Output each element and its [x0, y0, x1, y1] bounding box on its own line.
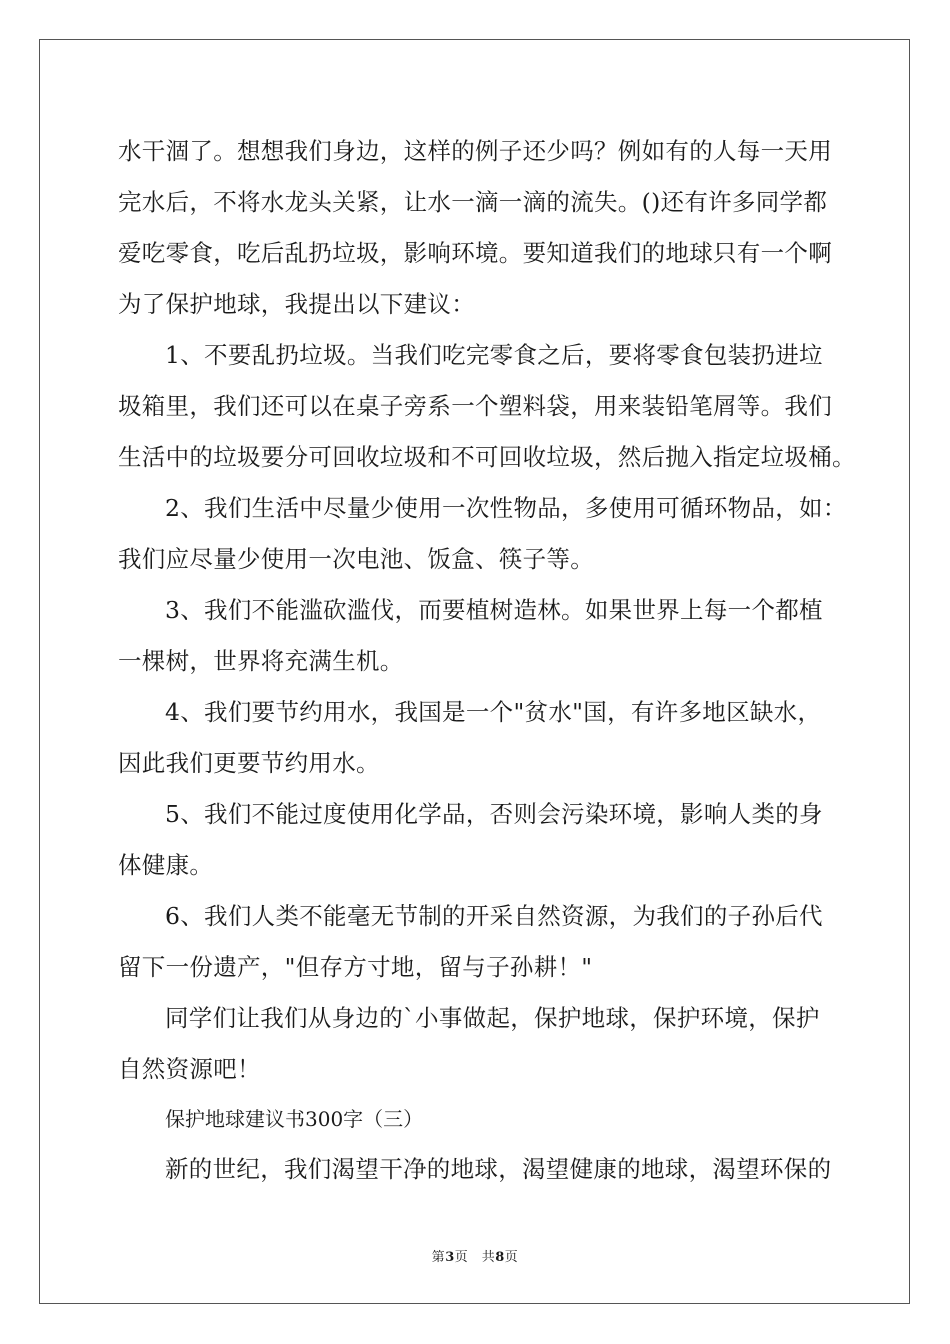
text-line: 6、我们人类不能毫无节制的开采自然资源，为我们的子孙后代: [165, 902, 823, 930]
page-footer: [0, 1246, 950, 1265]
text-line: 生活中的垃圾要分可回收垃圾和不可回收垃圾，然后抛入指定垃圾桶。: [118, 443, 856, 471]
text-line: 5、我们不能过度使用化学品，否则会污染环境，影响人类的身: [165, 800, 823, 828]
text-line: 为了保护地球，我提出以下建议：: [118, 290, 475, 318]
text-line: 体健康。: [118, 851, 214, 879]
section-heading: 保护地球建议书300字（三）: [165, 1107, 424, 1131]
text-line: 4、我们要节约用水，我国是一个"贫水"国，有许多地区缺水，: [165, 698, 822, 726]
text-line: 一棵树，世界将充满生机。: [118, 647, 404, 675]
footer-suffix: 页: [504, 1250, 519, 1265]
text-line: 因此我们更要节约用水。: [118, 749, 380, 777]
text-line: 新的世纪，我们渴望干净的地球，渴望健康的地球，渴望环保的: [165, 1155, 832, 1183]
text-line: 留下一份遗产，"但存方寸地，留与子孙耕！": [118, 953, 593, 981]
footer-mid: 页 共: [454, 1250, 496, 1265]
text-line: 水干涸了。想想我们身边，这样的例子还少吗？例如有的人每一天用: [118, 137, 832, 165]
text-line: 自然资源吧！: [118, 1055, 261, 1083]
text-line: 圾箱里，我们还可以在桌子旁系一个塑料袋，用来装铅笔屑等。我们: [118, 392, 832, 420]
text-line: 3、我们不能滥砍滥伐，而要植树造林。如果世界上每一个都植: [165, 596, 823, 624]
text-line: 同学们让我们从身边的`小事做起，保护地球，保护环境，保护: [165, 1004, 820, 1032]
footer-prefix: 第: [431, 1250, 446, 1265]
text-line: 2、我们生活中尽量少使用一次性物品，多使用可循环物品，如：: [165, 494, 847, 522]
total-page-number: 8: [495, 1250, 505, 1265]
current-page-number: 3: [445, 1250, 455, 1265]
text-line: 完水后，不将水龙头关紧，让水一滴一滴的流失。()还有许多同学都: [118, 188, 828, 216]
document-body: [118, 126, 856, 1195]
text-line: 爱吃零食，吃后乱扔垃圾，影响环境。要知道我们的地球只有一个啊: [118, 239, 832, 267]
text-line: 我们应尽量少使用一次电池、饭盒、筷子等。: [118, 545, 594, 573]
text-line: 1、不要乱扔垃圾。当我们吃完零食之后，要将零食包装扔进垃: [165, 341, 823, 369]
